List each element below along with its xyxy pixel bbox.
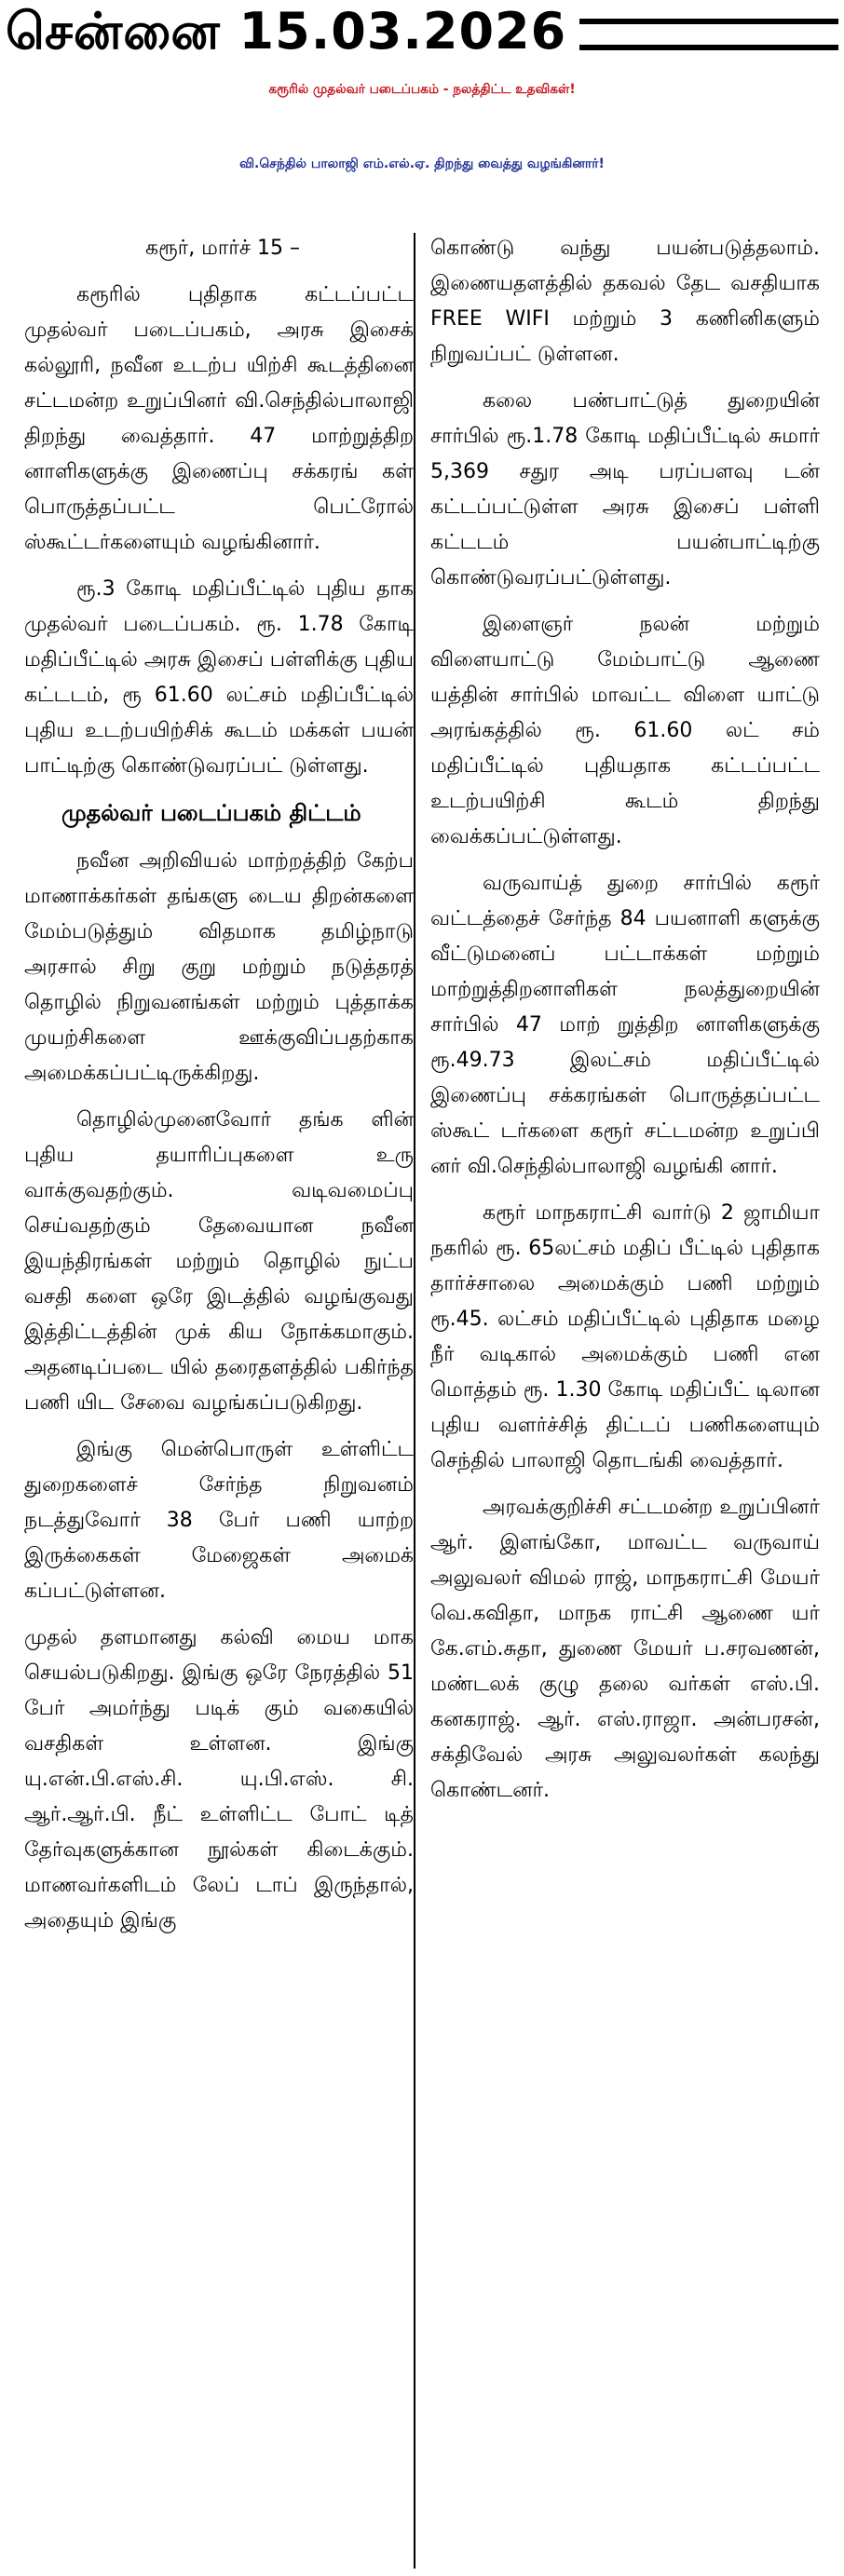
subheadline: வி.செந்தில் பாலாஜி எம்.எல்.ஏ. திறந்து வைத்து வழங்கினார்! [239,156,605,171]
right-paragraph-2: கலை பண்பாட்டுத் துறையின் சார்பில் ரூ.1.78 கோடி மதிப்பீட்டில் சுமார் 5,369 சதுர அடி பரப்பளவு டன் கட்டப்பட்டுள்ள அரசு இசைப் பள்ளி கட்டடம் பயன்பாட்டிற்கு கொண்டுவரப்பட்டுள்ளது. [430,389,820,590]
dateline-rule [579,19,838,50]
left-paragraph-6: முதல் தளமானது கல்வி மைய மாக செயல்படுகிறது. இங்கு ஒரே நேரத்தில் 51 பேர் அமர்ந்து படிக் கும் வகையில் வசதிகள் உள்ளன. இங்கு யு.என்.பி.எஸ்.சி. யு.பி.எஸ். சி. ஆர்.ஆர்.பி. நீட் உள்ளிட்ட போட் டித் தேர்வுகளுக்கான நூல்கள் கிடைக்கும். மாணவர்களிடம் லேப் டாப் இருந்தால், அதையும் இங்கு [24,1626,414,1932]
left-paragraph-2: ரூ.3 கோடி மதிப்பீட்டில் புதிய தாக முதல்வர் படைப்பகம். ரூ. 1.78 கோடி மதிப்பீட்டில் அரசு இசைப் பள்ளிக்கு புதிய கட்டடம், ரூ 61.60 லட்சம் மதிப்பீட்டில் புதிய உடற்பயிற்சிக் கூடம் மக்கள் பயன் பாட்டிற்கு கொண்டுவரப்பட் டுள்ளது. [24,577,414,778]
masthead-dateline [0,0,844,69]
left-paragraph-3: நவீன அறிவியல் மாற்றத்திற் கேற்ப மாணாக்கர்கள் தங்களு டைய திறன்களை மேம்படுத்தும் விதமாக தமிழ்நாடு அரசால் சிறு குறு மற்றும் நடுத்தரத் தொழில் நிறுவனங்கள் மற்றும் புத்தாக்க முயற்சிகளை ஊக்குவிப்பதற்காக அமைக்கப்பட்டிருக்கிறது. [24,849,414,1085]
column-divider [414,233,415,2569]
right-paragraph-4: வருவாய்த் துறை சார்பில் கரூர் வட்டத்தைச் சேர்ந்த 84 பயனாளி களுக்கு வீட்டுமனைப் பட்டாக்கள் மற்றும் மாற்றுத்திறனாளிகள் நலத்துறையின் சார்பில் 47 மாற் றுத்திற னாளிகளுக்கு ரூ.49.73 இலட்சம் மதிப்பீட்டில் இணைப்பு சக்கரங்கள் பொருத்தப்பட்ட ஸ்கூட் டர்களை கரூர் சட்டமன்ற உறுப்பி னர் வி.செந்தில்பாலாஜி வழங்கி னார். [430,872,820,1178]
left-paragraph-4: தொழில்முனைவோர் தங்க ளின் புதிய தயாரிப்புகளை உரு வாக்குவதற்கும். வடிவமைப்பு செய்வதற்கும் தேவையான நவீன இயந்திரங்கள் மற்றும் தொழில் நுட்ப வசதி களை ஒரே இடத்தில் வழங்குவது இத்திட்டத்தின் முக் கிய நோக்கமாகும். அதனடிப்படை யில் தரைதளத்தில் பகிர்ந்த பணி யிட சேவை வழங்கப்படுகிறது. [24,1108,414,1415]
left-paragraph-5: இங்கு மென்பொருள் உள்ளிட்ட துறைகளைச் சேர்ந்த நிறுவனம் நடத்துவோர் 38 பேர் பணி யாற்ற இருக்கைகள் மேஜைகள் அமைக் கப்பட்டுள்ளன. [24,1438,414,1603]
left-column [24,231,414,1950]
section-heading: முதல்வர் படைப்பகம் திட்டம் [61,800,361,826]
story-dateline: கரூர், மார்ச் 15 – [145,237,301,260]
right-paragraph-6: அரவக்குறிச்சி சட்டமன்ற உறுப்பினர் ஆர். இளங்கோ, மாவட்ட வருவாய் அலுவலர் விமல் ராஜ், மாநகராட்சி மேயர் வெ.கவிதா, மாநக ராட்சி ஆணை யர் கே.எம்.சுதா, துணை மேயர் ப.சரவணன், மண்டலக் குழு தலை வர்கள் எஸ்.பி. கனகராஜ். ஆர். எஸ்.ராஜா. அன்பரசன், சக்திவேல் அரசு அலுவலர்கள் கலந்து கொண்டனர். [430,1496,820,1802]
right-column [430,231,820,1820]
right-paragraph-5: கரூர் மாநகராட்சி வார்டு 2 ஜாமியா நகரில் ரூ. 65லட்சம் மதிப் பீட்டில் புதிதாக தார்ச்சாலை அமைக்கும் பணி மற்றும் ரூ.45. லட்சம் மதிப்பீட்டில் புதிதாக மழை நீர் வடிகால் அமைக்கும் பணி என மொத்தம் ரூ. 1.30 கோடி மதிப்பீட் டிலான புதிய வளர்ச்சித் திட்டப் பணிகளையும் செந்தில் பாலாஜி தொடங்கி வைத்தார். [430,1201,820,1472]
left-paragraph-1: கரூரில் புதிதாக கட்டப்பட்ட முதல்வர் படைப்பகம், அரசு இசைக் கல்லூரி, நவீன உடற்ப யிற்சி கூடத்தினை சட்டமன்ற உறுப்பினர் வி.செந்தில்பாலாஜி திறந்து வைத்தார். 47 மாற்றுத்திற னாளிகளுக்கு இணைப்பு சக்கரங் கள் பொருத்தப்பட்ட பெட்ரோல் ஸ்கூட்டர்களையும் வழங்கினார். [24,283,414,554]
right-paragraph-1: கொண்டு வந்து பயன்படுத்தலாம். இணையதளத்தில் தகவல் தேட வசதியாக FREE WIFI மற்றும் 3 கணினிகளும் நிறுவப்பட் டுள்ளன. [430,237,820,366]
right-paragraph-3: இளைஞர் நலன் மற்றும் விளையாட்டு மேம்பாட்டு ஆணை யத்தின் சார்பில் மாவட்ட விளை யாட்டு அரங்கத்தில் ரூ. 61.60 லட் சம் மதிப்பீட்டில் புதியதாக கட்டப்பட்ட உடற்பயிற்சி கூடம் திறந்து வைக்கப்பட்டுள்ளது. [430,613,820,848]
city-date: சென்னை 15.03.2026 [6,1,567,61]
headline: கரூரில் முதல்வர் படைப்பகம் - நலத்திட்ட உதவிகள்! [268,82,576,97]
